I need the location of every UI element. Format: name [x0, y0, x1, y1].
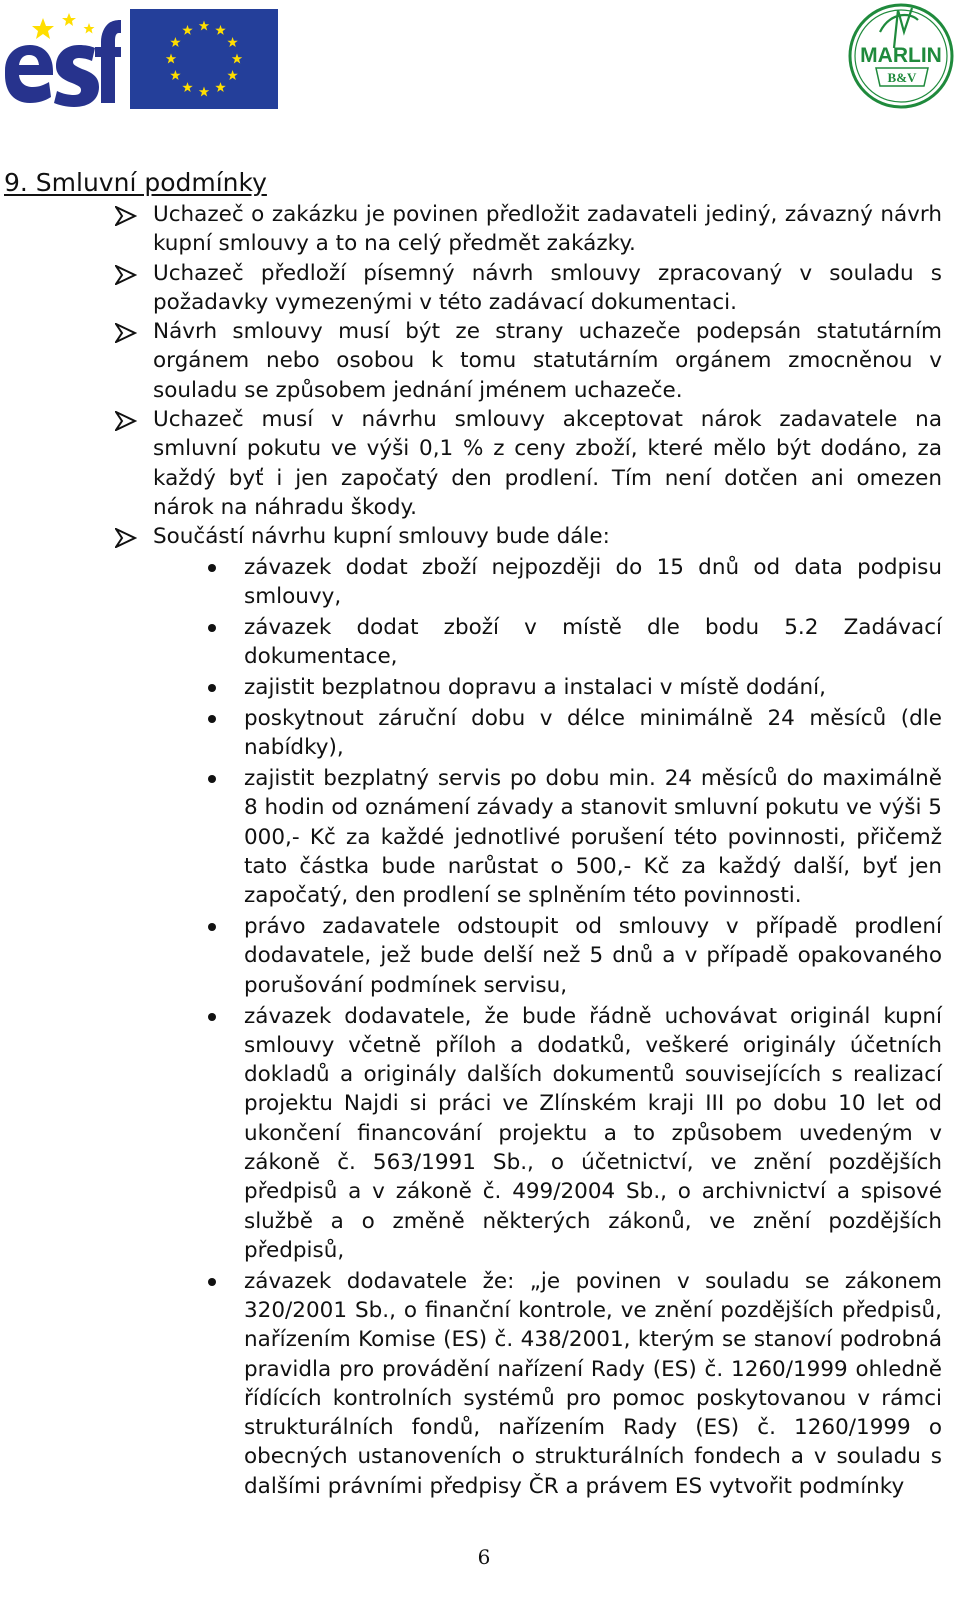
page-header	[0, 0, 960, 120]
list-item-text: Uchazeč předloží písemný návrh smlouvy zpracovaný v souladu s požadavky vymezenými v této zadávací dokumentaci.	[153, 260, 942, 315]
sub-list-item-text: zajistit bezplatný servis po dobu min. 24 měsíců do maximálně 8 hodin od oznámení závady a stanovit smluvní pokutu ve výši 5 000,- Kč za každé jednotlivé porušení této povinnosti, přičemž tato částka bude narůstat o 500,- Kč za každý další, byť jen započatý, den prodlení se splněním této povinnosti.	[244, 766, 942, 909]
arrow-bullet-icon	[115, 528, 137, 548]
list-item	[0, 259, 960, 318]
sub-list-item-text: závazek dodat zboží v místě dle bodu 5.2 Zadávací dokumentace,	[244, 615, 942, 670]
bullet-dot-icon	[208, 1278, 216, 1286]
list-item-text: Návrh smlouvy musí být ze strany uchazeče podepsán statutárním orgánem nebo osobou k tomu statutárním orgánem zmocněnou v souladu se způsobem jednání jménem uchazeče.	[153, 319, 942, 403]
list-item	[0, 522, 960, 1501]
list-item	[0, 405, 960, 522]
arrow-bullet-icon	[115, 206, 137, 226]
list-item-text: Uchazeč musí v návrhu smlouvy akceptovat nárok zadavatele na smluvní pokutu ve výši 0,1 % z ceny zboží, které mělo být dodáno, za každý byť i jen započatý den prodlení. Tím není dotčen ani omezen nárok na náhradu škody.	[153, 407, 942, 520]
bullet-dot-icon	[208, 715, 216, 723]
sub-list-item	[153, 1002, 942, 1266]
marlin-logo	[846, 2, 956, 110]
arrow-bullet-icon	[115, 323, 137, 343]
bullet-dot-icon	[208, 923, 216, 931]
bullet-dot-icon	[208, 564, 216, 572]
sub-list-item-text: závazek dodavatele že: „je povinen v souladu se zákonem 320/2001 Sb., o finanční kontrole, ve znění pozdějších předpisů, nařízením Komise (ES) č. 438/2001, kterým se stanoví podrobná pravidla pro provádění nařízení Rady (ES) č. 1260/1999 ohledně řídících kontrolních systémů pro pomoc poskytovanou v rámci strukturálních fondů, nařízením Rady (ES) č. 1260/1999 o obecných ustanoveních o strukturálních fondech a v souladu s dalšími právními předpisy ČR a právem ES vytvořit podmínky	[244, 1268, 942, 1499]
sub-list-item	[153, 553, 942, 612]
bullet-dot-icon	[208, 624, 216, 632]
sub-list-item	[153, 764, 942, 910]
sub-list-item	[153, 912, 942, 1000]
sub-list-item	[153, 673, 942, 702]
sub-list-item-text: závazek dodavatele, že bude řádně uchovávat originál kupní smlouvy včetně příloh a dodatků, veškeré originály účetních dokladů a originály dalších dokumentů souvisejících s realizací projektu Najdi si práci ve Zlínském kraji III po dobu 10 let od ukončení financování projektu a to způsobem uvedeným v zákoně č. 563/1991 Sb., o účetnictví, ve znění pozdějších předpisů a v zákoně č. 499/2004 Sb., o archivnictví a spisové službě a o změně některých zákonů, ve znění pozdějších předpisů,	[244, 1003, 942, 1263]
arrow-bullet-icon	[115, 411, 137, 431]
contract-contents-list	[153, 553, 942, 1501]
sub-list-item	[153, 613, 942, 672]
svg-text:MARLIN: MARLIN	[860, 44, 942, 67]
svg-text:B&V: B&V	[887, 70, 917, 85]
esf-logo	[3, 9, 121, 109]
page-number: 6	[477, 1545, 491, 1569]
list-item-text: Uchazeč o zakázku je povinen předložit zadavateli jediný, závazný návrh kupní smlouvy a to na celý předmět zakázky.	[153, 202, 942, 257]
eu-flag-icon	[130, 9, 278, 109]
sub-list-item-text: poskytnout záruční dobu v délce minimálně 24 měsíců (dle nabídky),	[244, 706, 942, 761]
bullet-dot-icon	[208, 775, 216, 783]
sub-list-item-text: právo zadavatele odstoupit od smlouvy v případě prodlení dodavatele, jež bude delší než 5 dnů a v případě opakovaného porušování podmínek servisu,	[244, 914, 942, 998]
sub-list-item	[153, 1267, 942, 1501]
list-item	[0, 200, 960, 259]
conditions-list	[0, 200, 960, 1501]
list-item	[0, 317, 960, 405]
section-title: 9. Smluvní podmínky	[4, 168, 267, 197]
sub-list-item-text: zajistit bezplatnou dopravu a instalaci v místě dodání,	[244, 675, 826, 701]
bullet-dot-icon	[208, 684, 216, 692]
arrow-bullet-icon	[115, 265, 137, 285]
list-item-text: Součástí návrhu kupní smlouvy bude dále:	[153, 524, 610, 550]
bullet-dot-icon	[208, 1013, 216, 1021]
sub-list-item-text: závazek dodat zboží nejpozději do 15 dnů od data podpisu smlouvy,	[244, 555, 942, 610]
sub-list-item	[153, 704, 942, 763]
